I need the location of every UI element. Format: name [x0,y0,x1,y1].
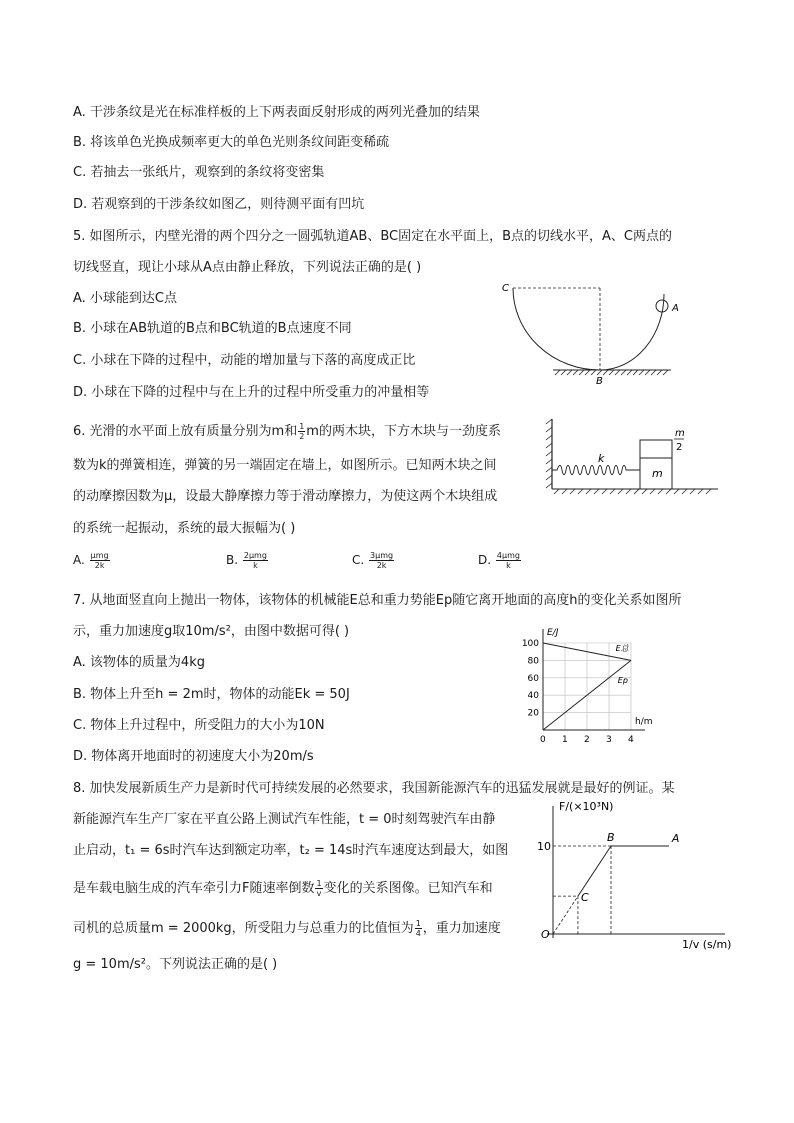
q6-fraction-half [298,422,305,441]
y-tick-label-0: 10 [537,840,551,853]
q5-option-b: B. 小球在AB轨道的B点和BC轨道的B点速度不同 [73,321,352,336]
q8-stem5-den: 4 [415,929,421,938]
q6-option-c-fraction [369,551,394,570]
q6-option-d-fraction [496,551,521,570]
x-tick-label-1: 1 [562,735,568,745]
point-label-c: C [580,891,589,905]
q6-option-a-fraction [90,551,110,570]
q7-option-a: A. 该物体的质量为4kg [73,655,205,670]
q6-option-b-den: k [253,561,258,570]
q7-option-c: C. 物体上升过程中，所受阻力的大小为10N [73,718,325,733]
y-tick-label-0: 20 [527,708,539,719]
series-line-0 [578,846,611,896]
x-tick-label-2: 2 [584,735,590,745]
x-tick-label-4: 4 [628,735,634,745]
q8-stem-line4 [73,879,493,898]
q6-spring-figure [540,414,720,502]
q6-option-a [73,551,111,570]
q6-upper-block-den: 2 [676,442,683,453]
q6-option-c [352,551,395,570]
q8-force-chart [535,798,735,960]
q6-option-d [478,551,522,570]
q6-option-c-prefix: C. [352,553,365,567]
q6-stem-text-a: 6. 光滑的水平面上放有质量分别为m和 [73,424,298,439]
q6-stem-line3: 的动摩擦因数为μ，设最大静摩擦力等于滑动摩擦力，为使这两个木块组成 [73,489,498,504]
q8-stem-line1: 8. 加快发展新质生产力是新时代可持续发展的必然要求，我国新能源汽车的迅猛发展就是最好的例证。某 [73,781,675,796]
q5-option-c: C. 小球在下降的过程中，动能的增加量与下落的高度成正比 [73,353,416,368]
q5-label-a: A [672,303,679,314]
q8-stem5-text-b: ，重力加速度 [422,921,501,936]
q6-stem-text-b: m的两木块，下方木块与一劲度系 [306,424,501,439]
point-label-a: A [671,832,680,845]
q6-lower-block-label: m [652,467,663,480]
q6-spring-label: k [598,452,605,465]
y-axis-label: E/J [547,628,559,638]
y-tick-label-4: 100 [521,639,539,649]
q6-option-b-fraction [243,551,268,570]
x-tick-label-0: 0 [540,735,546,745]
q8-stem-line6: g = 10m/s²。下列说法正确的是( ) [73,957,278,972]
q8-stem-line5 [73,919,501,938]
q6-option-a-prefix: A. [73,553,85,567]
q7-option-b: B. 物体上升至h = 2m时，物体的动能Ek = 50J [73,687,350,702]
y-tick-label-1: 40 [527,691,539,702]
q6-option-c-den: 2k [376,561,387,570]
q6-option-d-den: k [506,561,511,570]
q8-stem5-num: 1 [415,919,421,928]
origin-label: O [541,928,550,941]
y-axis-label: F/(×10³N) [559,800,614,813]
q6-stem-line2: 数为k的弹簧相连，弹簧的另一端固定在墙上，如图所示。已知两木块之间 [73,458,497,473]
q8-stem4-fraction [315,879,322,898]
q6-upper-block-num: m [675,428,685,439]
q5-option-a: A. 小球能到达C点 [73,291,178,306]
q7-stem-line2: 示，重力加速度g取10m/s²，由图中数据可得( ) [73,624,350,639]
y-tick-label-3: 80 [527,656,539,667]
q7-stem-line1: 7. 从地面竖直向上抛出一物体，该物体的机械能E总和重力势能Ep随它离开地面的高度h的变化关系如图所 [73,593,682,608]
q6-option-b [226,551,269,570]
x-axis-label: 1/v (s/m) [682,938,732,951]
q4-option-b: B. 将该单色光换成频率更大的单色光则条纹间距变稀疏 [73,135,390,150]
q8-stem4-text-b: 变化的关系图像。已知汽车和 [323,881,493,896]
q8-stem5-fraction [415,919,422,938]
q4-option-d: D. 若观察到的干涉条纹如图乙，则待测平面有凹坑 [73,197,365,212]
x-axis-label: h/m [635,717,653,727]
q6-option-d-prefix: D. [478,553,492,567]
q6-option-b-prefix: B. [226,553,239,567]
q5-stem-line1: 5. 如图所示，内壁光滑的两个四分之一圆弧轨道AB、BC固定在水平面上，B点的切线水平，A、C两点的 [73,229,673,244]
q5-stem-line2: 切线竖直，现让小球从A点由静止释放，下列说法正确的是( ) [73,260,422,275]
q6-stem-line4: 的系统一起振动，系统的最大振幅为( ) [73,521,296,536]
q8-stem4-den: v [316,889,322,898]
q6-option-d-num: 4μmg [496,551,520,560]
q7-option-d: D. 物体离开地面时的初速度大小为20m/s [73,749,314,764]
q8-stem4-text-a: 是车载电脑生成的汽车牵引力F随速率倒数 [73,881,315,896]
q6-option-a-den: 2k [94,561,105,570]
q6-frac-denominator: 2 [299,432,305,441]
q8-stem5-text-a: 司机的总质量m = 2000kg，所受阻力与总重力的比值恒为 [73,921,414,936]
q8-stem-line2: 新能源汽车生产厂家在平直公路上测试汽车性能，t = 0时刻驾驶汽车由静 [73,812,496,827]
series-label-1: Ep [617,676,628,686]
q5-label-b: B [596,376,603,386]
point-label-b: B [607,831,615,844]
q6-option-a-num: μmg [90,551,109,560]
x-tick-label-3: 3 [606,735,612,745]
q5-option-d: D. 小球在下降的过程中与在上升的过程中所受重力的冲量相等 [73,385,430,400]
y-tick-label-2: 60 [527,673,539,684]
q8-stem-line3: 止启动，t₁ = 6s时汽车达到额定功率，t₂ = 14s时汽车速度达到最大，如图 [73,843,509,858]
q4-option-c: C. 若抽去一张纸片，观察到的条纹将变密集 [73,165,325,180]
series-line-0-dashed [553,896,578,934]
q6-option-b-num: 2μmg [243,551,267,560]
q8-stem4-num: 1 [316,879,322,888]
q7-energy-chart [515,614,675,746]
q6-frac-numerator: 1 [299,422,305,431]
q5-track-figure [495,278,695,386]
series-label-0: E总 [615,643,629,653]
q6-stem-line1 [73,422,501,441]
q5-label-c: C [502,283,509,294]
q4-option-a: A. 干涉条纹是光在标准样板的上下两表面反射形成的两列光叠加的结果 [73,105,480,120]
q6-option-c-num: 3μmg [370,551,394,560]
